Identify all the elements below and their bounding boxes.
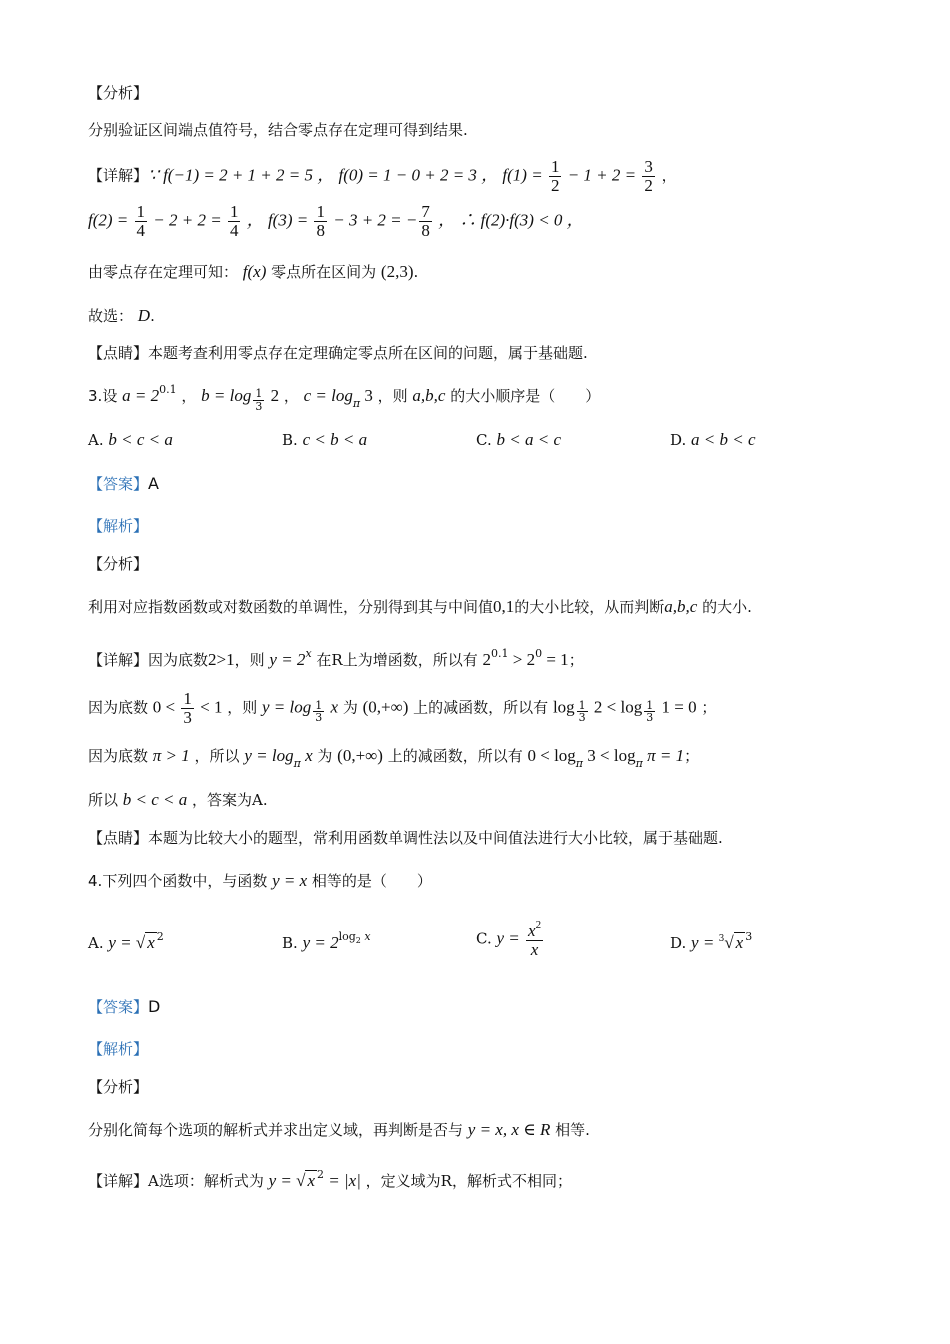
q4-analysis-label: 【分析】 — [88, 1078, 149, 1096]
q2-comment: 【点睛】本题考查利用零点存在定理确定零点所在区间的问题，属于基础题. — [88, 344, 588, 362]
q3-detail-line-3: 因为底数 π > 1 ，所以 $y = \log_\pi x$ 为 (0,+∞) 上的减函数，所以有 $0 < \log_\pi 3 < \log_\pi \pi = 1$； — [88, 746, 700, 770]
q4-answer: 【答案】D — [88, 997, 161, 1016]
q2-analysis-label: 【分析】 — [88, 84, 149, 102]
q3-analysis-text: 利用对应指数函数或对数函数的单调性，分别得到其与中间值0,1的大小比较，从而判断a,b,c 的大小. — [88, 597, 752, 616]
q3-detail-line-2: 因为底数 0 < $\frac{1}{3}$ < 1 ，则 y = log $\frac{1}{3}$ x 为 (0,+∞) 上的减函数，所以有 log $\frac{1}{3}$ 2 < log $\frac{1}{3}$ 1 = 0 ； — [88, 689, 717, 727]
q3-stem: 3.设 $a = 2^{0.1}$ ， b = log $\frac{1}{3}$ 2 ， $c = \log_\pi 3$ ，则 a,b,c 的大小顺序是（ ） — [88, 383, 601, 413]
q3-option-d[interactable]: D. a < b < c — [670, 430, 756, 449]
q3-option-b[interactable]: B. c < b < a — [282, 430, 368, 449]
q4-explain-label: 【解析】 — [88, 1040, 149, 1058]
q3-analysis-label: 【分析】 — [88, 555, 149, 573]
q3-explain-label: 【解析】 — [88, 517, 149, 535]
q2-detail-line-1: 【详解】∵ f(−1) = 2 + 1 + 2 = 5 ， f(0) = 1 − 0 + 2 = 3 ， f(1) = $\frac{1}{2}$ − 1 + 2 = $\frac{3}{2}$ ， — [88, 157, 677, 195]
q2-choose: 故选： D. — [88, 306, 155, 325]
q4-option-b[interactable]: B. $y = 2^{log2}$ $^x$ — [282, 930, 371, 952]
q2-analysis-text: 分别验证区间端点值符号，结合零点存在定理可得到结果. — [88, 121, 468, 139]
q3-option-c[interactable]: C. b < a < c — [476, 430, 561, 449]
q4-options — [88, 919, 910, 970]
q4-option-c[interactable]: C. y = $\frac{x^2}{x}$ — [476, 919, 542, 959]
q3-detail-line-1: 【详解】因为底数2>1，则 $y = 2^x$ 在R上为增函数，所以有 $2^{0.1} > 2^0 = 1$； — [88, 647, 584, 669]
q2-detail-line-2: f(2) = $\frac{1}{4}$ − 2 + 2 = $\frac{1}{4}$ ， f(3) = $\frac{1}{8}$ − 3 + 2 = − $\frac{7}{8}$ ， ∴ f(2)·f(3) < 0 ， — [88, 202, 584, 240]
q3-option-a[interactable]: A. b < c < a — [88, 430, 173, 449]
q4-analysis-text: 分别化简每个选项的解析式并求出定义域，再判断是否与 y = x, x ∈ R 相等. — [88, 1120, 590, 1139]
q2-conclusion: 由零点存在定理可知： f(x) 零点所在区间为 (2,3). — [88, 262, 419, 281]
q4-stem: 4.下列四个函数中，与函数 y = x 相等的是（ ） — [88, 871, 432, 890]
q4-detail-line-1: 【详解】A选项：解析式为 y = √ x $^2$ = |x| ，定义域为R，解析式不相同； — [88, 1168, 572, 1190]
q3-comment: 【点睛】本题为比较大小的题型，常利用函数单调性法以及中间值法进行大小比较，属于基础题. — [88, 829, 723, 847]
q3-so: 所以 b < c < a ，答案为A. — [88, 790, 268, 809]
q3-answer: 【答案】A — [88, 474, 159, 493]
q4-option-a[interactable]: A. y = √ x $^2$ — [88, 930, 164, 952]
q4-option-d[interactable]: D. y = $^3$√ x $^3$ — [670, 930, 753, 952]
q3-options — [88, 430, 910, 454]
